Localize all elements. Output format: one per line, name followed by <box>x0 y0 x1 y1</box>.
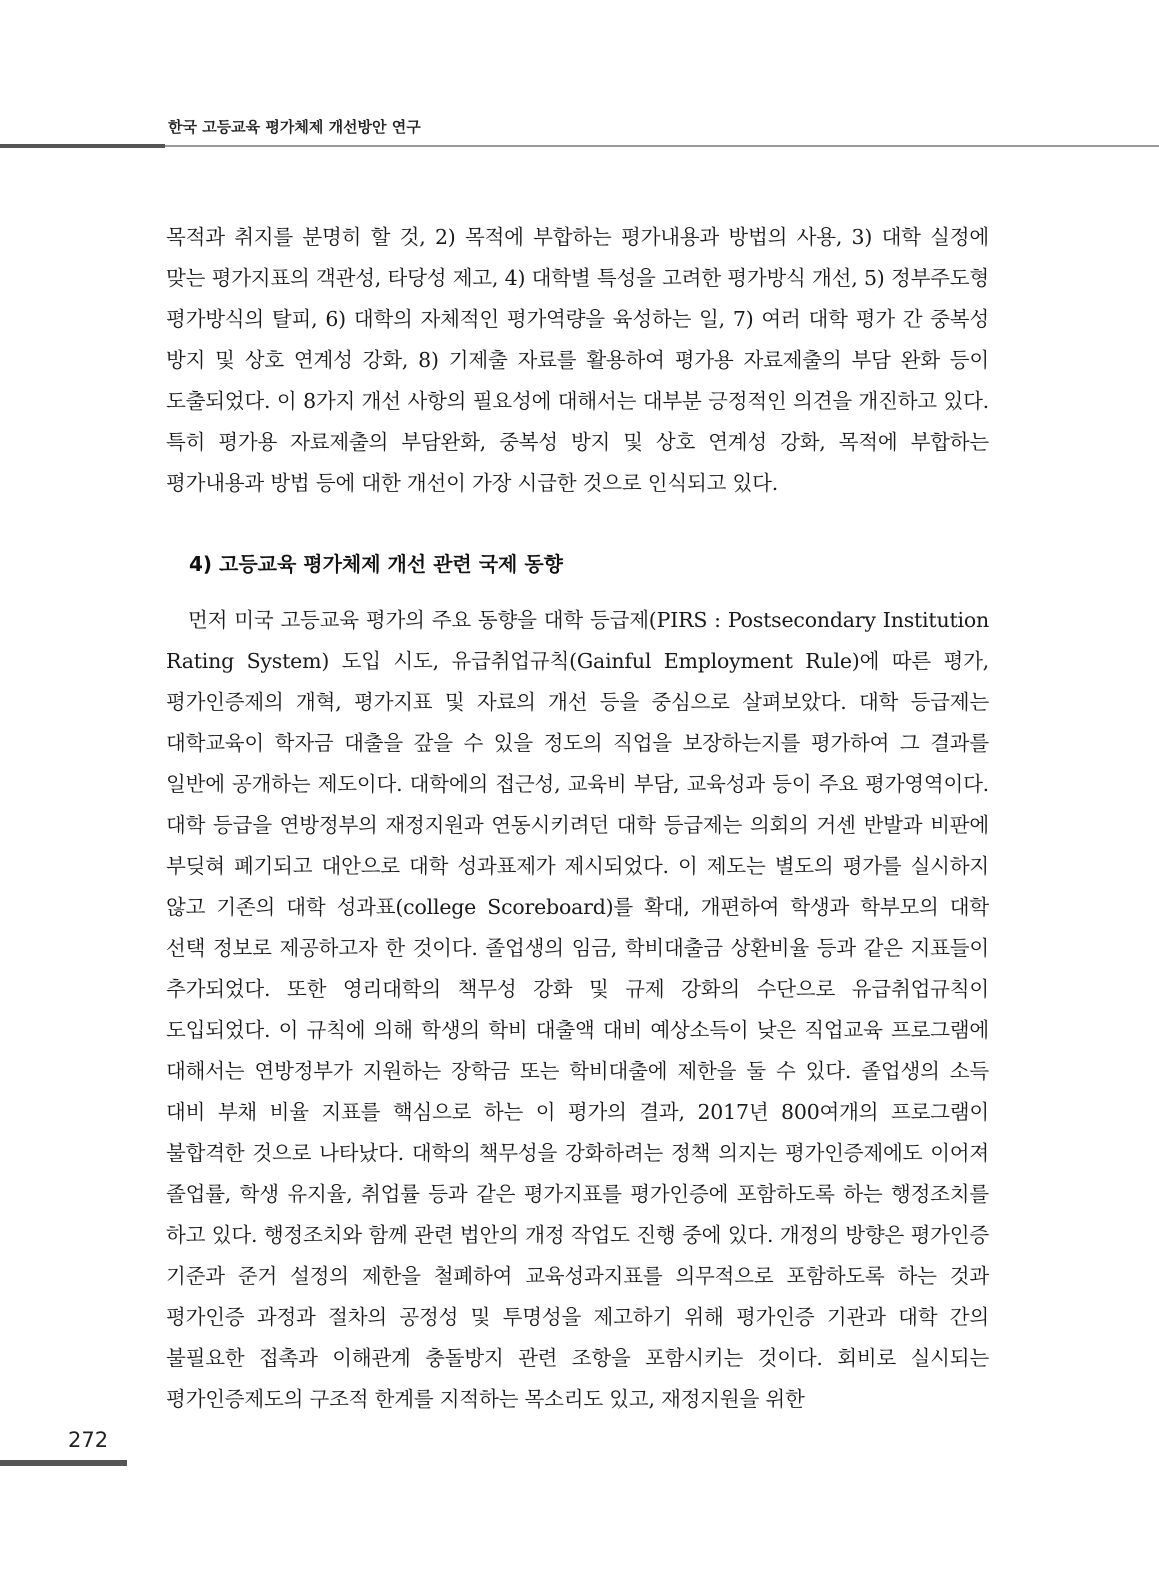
footer-rule <box>0 1460 127 1466</box>
page-number: 272 <box>68 1428 109 1452</box>
running-header-title: 한국 고등교육 평가체제 개선방안 연구 <box>168 118 421 136</box>
body-paragraph-1: 목적과 취지를 분명히 할 것, 2) 목적에 부합하는 평가내용과 방법의 사용, 3) 대학 실정에 맞는 평가지표의 객관성, 타당성 제고, 4) 대학별 특성을 고려한 평가방식 개선, 5) 정부주도형 평가방식의 탈피, 6) 대학의 자체적인 평가역량을 육성하는 일, 7) 여러 대학 평가 간 중복성 방지 및 상호 연계성 강화, 8) 기제출 자료를 활용하여 평가용 자료제출의 부담 완화 등이 도출되었다. 이 8가지 개선 사항의 필요성에 대해서는 대부분 긍정적인 의견을 개진하고 있다. 특히 평가용 자료제출의 부담완화, 중복성 방지 및 상호 연계성 강화, 목적에 부합하는 평가내용과 방법 등에 대한 개선이 가장 시급한 것으로 인식되고 있다. <box>166 225 989 495</box>
header-rule-accent <box>0 144 165 148</box>
body-paragraph-2: 먼저 미국 고등교육 평가의 주요 동향을 대학 등급제(PIRS : Postsecondary Institution Rating System) 도입 시도, 유급취업규칙(Gainful Employment Rule)에 따른 평가, 평가인증제의 개혁, 평가지표 및 자료의 개선 등을 중심으로 살펴보았다. 대학 등급제는 대학교육이 학자금 대출을 갚을 수 있을 정도의 직업을 보장하는지를 평가하여 그 결과를 일반에 공개하는 제도이다. 대학에의 접근성, 교육비 부담, 교육성과 등이 주요 평가영역이다. 대학 등급을 연방정부의 재정지원과 연동시키려던 대학 등급제는 의회의 거센 반발과 비판에 부딪혀 폐기되고 대안으로 대학 성과표제가 제시되었다. 이 제도는 별도의 평가를 실시하지 않고 기존의 대학 성과표(college Scoreboard)를 확대, 개편하여 학생과 학부모의 대학 선택 정보로 제공하고자 한 것이다. 졸업생의 임금, 학비대출금 상환비율 등과 같은 지표들이 추가되었다. 또한 영리대학의 책무성 강화 및 규제 강화의 수단으로 유급취업규칙이 도입되었다. 이 규칙에 의해 학생의 학비 대출액 대비 예상소득이 낮은 직업교육 프로그램에 대해서는 연방정부가 지원하는 장학금 또는 학비대출에 제한을 둘 수 있다. 졸업생의 소득 대비 부채 비율 지표를 핵심으로 하는 이 평가의 결과, 2017년 800여개의 프로그램이 불합격한 것으로 나타났다. 대학의 책무성을 강화하려는 정책 의지는 평가인증제에도 이어져 졸업률, 학생 유지율, 취업률 등과 같은 평가지표를 평가인증에 포함하도록 하는 행정조치를 하고 있다. 행정조치와 함께 관련 법안의 개정 작업도 진행 중에 있다. 개정의 방향은 평가인증 기준과 준거 설정의 제한을 철폐하여 교육성과지표를 의무적으로 포함하도록 하는 것과 평가인증 과정과 절차의 공정성 및 투명성을 제고하기 위해 평가인증 기관과 대학 간의 불필요한 접촉과 이해관계 충돌방지 관련 조항을 포함시키는 것이다. 회비로 실시되는 평가인증제도의 구조적 한계를 지적하는 목소리도 있고, 재정지원을 위한 <box>166 608 990 1411</box>
section-heading: 4) 고등교육 평가체제 개선 관련 국제 동향 <box>189 552 563 576</box>
header-rule <box>0 145 1159 147</box>
